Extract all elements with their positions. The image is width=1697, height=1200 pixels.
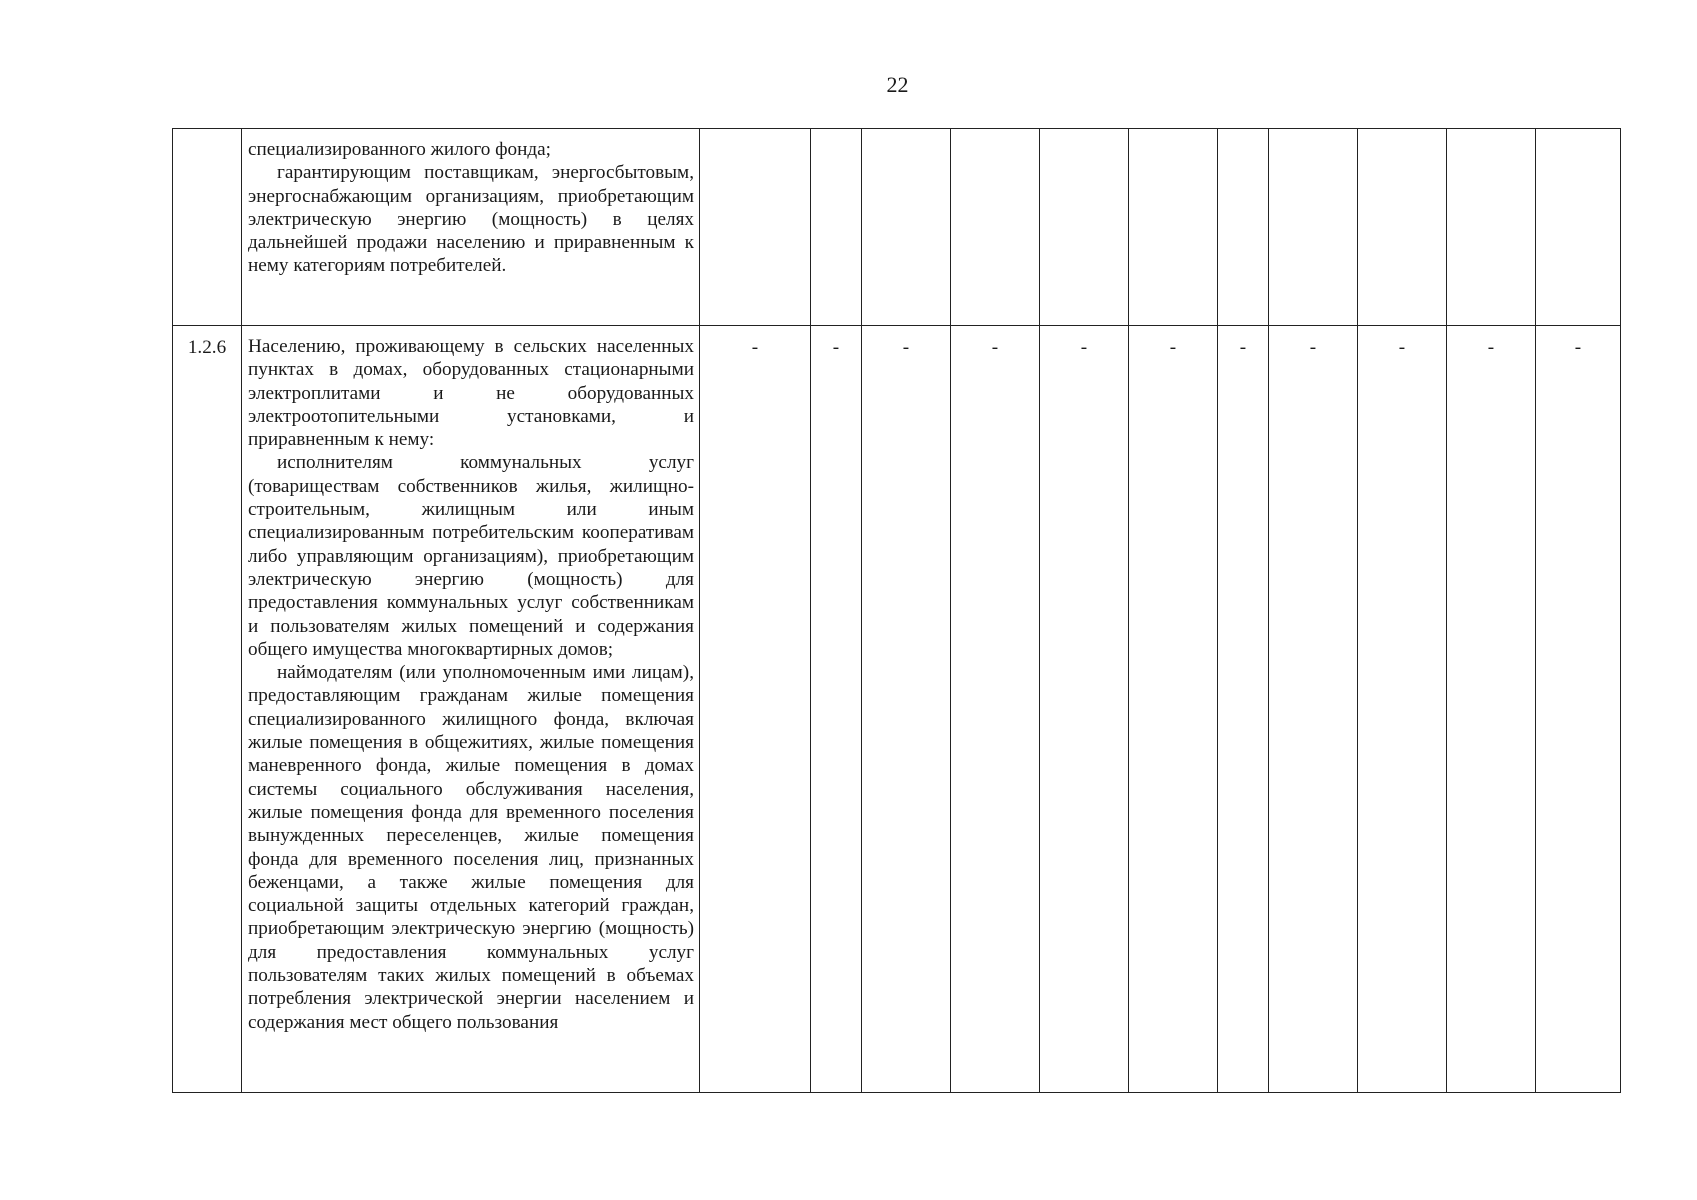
value-cell: -	[1269, 326, 1358, 1093]
value-cell: -	[811, 326, 862, 1093]
table-row	[173, 129, 1621, 326]
row-number	[173, 129, 242, 326]
value-cell	[1218, 129, 1269, 326]
row-description	[242, 326, 700, 1093]
description-paragraph: гарантирующим поставщикам, энергосбытовым, энергоснабжающим организациям, приобретающим электрическую энергию (мощность) в целях дальнейшей продажи населению и приравненным к нему категориям потребителей.	[248, 162, 694, 277]
description-paragraph: специализированного жилого фонда;	[248, 139, 552, 160]
value-cell: -	[1218, 326, 1269, 1093]
value-cell	[700, 129, 811, 326]
description-paragraph: Населению, проживающему в сельских населенных пунктах в домах, оборудованных стационарными электроплитами и не оборудованных электроотопительными установками, и приравненным к нему:	[248, 336, 694, 451]
value-cell: -	[862, 326, 951, 1093]
value-cell: -	[1536, 326, 1621, 1093]
value-cell	[1447, 129, 1536, 326]
value-cell: -	[1129, 326, 1218, 1093]
value-cell: -	[700, 326, 811, 1093]
description-paragraph: исполнителям коммунальных услуг (товариществам собственников жилья, жилищно-строительным, жилищным или иным специализированным потребительским кооперативам либо управляющим организациям), приобретающим электрическую энергию (мощность) для предоставления коммунальных услуг собственникам и пользователям жилых помещений и содержания общего имущества многоквартирных домов;	[248, 452, 694, 660]
value-cell	[1040, 129, 1129, 326]
value-cell	[1358, 129, 1447, 326]
value-cell	[1269, 129, 1358, 326]
tariff-table	[172, 128, 1621, 1093]
value-cell: -	[1358, 326, 1447, 1093]
description-paragraph: наймодателям (или уполномоченным ими лицам), предоставляющим гражданам жилые помещения специализированного жилищного фонда, включая жилые помещения в общежитиях, жилые помещения маневренного фонда, жилые помещения в домах системы социального обслуживания населения, жилые помещения фонда для временного поселения вынужденных переселенцев, жилые помещения фонда для временного поселения лиц, признанных беженцами, а также жилые помещения для социальной защиты отдельных категорий граждан, приобретающим электрическую энергию (мощность) для предоставления коммунальных услуг пользователям таких жилых помещений в объемах потребления электрической энергии населением и содержания мест общего пользования	[248, 662, 694, 1033]
value-cell	[1129, 129, 1218, 326]
value-cell	[1536, 129, 1621, 326]
row-number: 1.2.6	[173, 326, 242, 1093]
value-cell: -	[1447, 326, 1536, 1093]
table-row	[173, 326, 1621, 1093]
value-cell	[811, 129, 862, 326]
page-number: 22	[886, 72, 909, 97]
value-cell	[951, 129, 1040, 326]
value-cell: -	[1040, 326, 1129, 1093]
value-cell	[862, 129, 951, 326]
row-description	[242, 129, 700, 326]
value-cell: -	[951, 326, 1040, 1093]
